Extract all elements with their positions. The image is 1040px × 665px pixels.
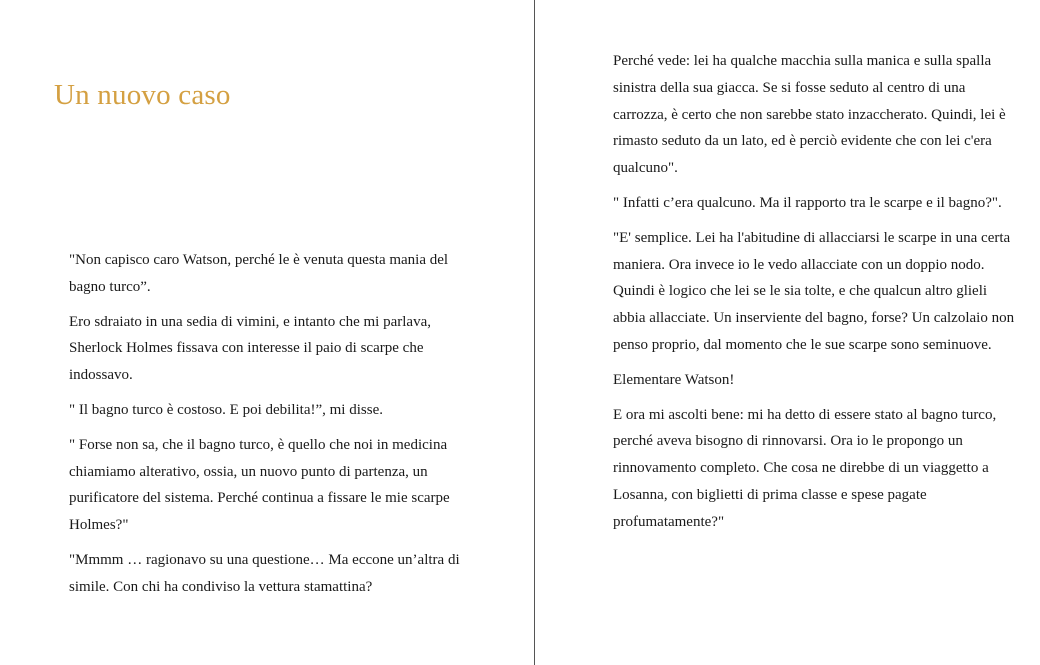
paragraph: "E' semplice. Lei ha l'abitudine di allacciarsi le scarpe in una certa maniera. Ora invece io le vedo allacciate con un doppio nodo. Quindi è logico che lei se le sia tolte, e che qualcun altro glieli abbia allacciate. Un inserviente del bagno, forse? Un calzolaio non penso proprio, dal momento che le sue scarpe sono seminuove. bbox=[613, 229, 1015, 353]
chapter-title: Un nuovo caso bbox=[54, 79, 231, 111]
paragraph: Ero sdraiato in una sedia di vimini, e intanto che mi parlava, Sherlock Holmes fissava con interesse il paio di scarpe che indossavo. bbox=[69, 313, 431, 384]
right-page-text bbox=[613, 48, 1023, 544]
paragraph: " Infatti c’era qualcuno. Ma il rapporto tra le scarpe e il bagno?". bbox=[613, 194, 1002, 211]
paragraph: Perché vede: lei ha qualche macchia sulla manica e sulla spalla sinistra della sua giacca. Se si fosse seduto al centro di una carrozza, è certo che non sarebbe stato inzaccherato. Quindi, lei è rimasto seduto da un lato, ed è perciò evidente che con lei c'era qualcuno". bbox=[613, 53, 1006, 177]
right-page bbox=[535, 0, 1040, 665]
paragraph: " Forse non sa, che il bagno turco, è quello che noi in medicina chiamiamo alterativo, ossia, un nuovo punto di partenza, un purificatore del sistema. Perché continua a fissare le mie scarpe Holmes?" bbox=[69, 436, 450, 534]
paragraph: "Mmmm … ragionavo su una questione… Ma eccone un’altra di simile. Con chi ha condiviso la vettura stamattina? bbox=[69, 551, 460, 595]
paragraph: Elementare Watson! bbox=[613, 371, 735, 388]
paragraph: E ora mi ascolti bene: mi ha detto di essere stato al bagno turco, perché aveva bisogno di rinnovarsi. Ora io le propongo un rinnovamento completo. Che cosa ne direbbe di un viaggetto a Losanna, con biglietti di prima classe e spese pagate profumatamente?" bbox=[613, 406, 997, 530]
paragraph: " Il bagno turco è costoso. E poi debilita!”, mi disse. bbox=[69, 401, 383, 418]
paragraph: "Non capisco caro Watson, perché le è venuta questa mania del bagno turco”. bbox=[69, 252, 449, 295]
left-page-text bbox=[69, 247, 479, 609]
